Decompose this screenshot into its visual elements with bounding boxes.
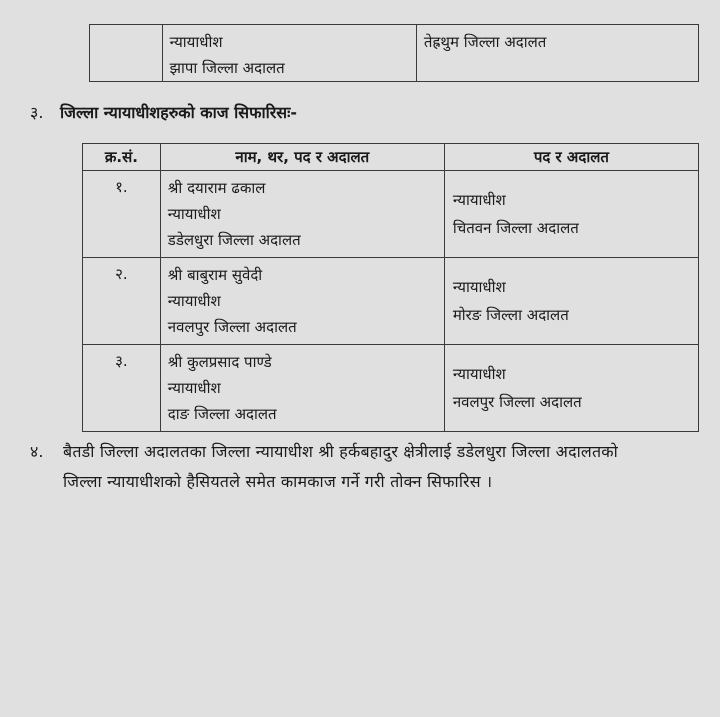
cell-line: दाङ जिल्ला अदालत xyxy=(167,405,277,423)
serial-cell xyxy=(90,25,163,82)
serial-cell: ३. xyxy=(83,345,161,432)
post-cell xyxy=(444,171,698,258)
name-cell xyxy=(160,171,444,258)
cell-line: डडेलधुरा जिल्ला अदालत xyxy=(167,231,301,249)
cell-line: चितवन जिल्ला अदालत xyxy=(452,219,579,237)
header-post: पद र अदालत xyxy=(444,144,698,171)
deputation-table xyxy=(82,143,699,432)
cell-line: श्री बाबुराम सुवेदी xyxy=(167,266,263,284)
cell-line: न्यायाधीश xyxy=(452,365,506,383)
cell-line: नवलपुर जिल्ला अदालत xyxy=(167,318,297,336)
name-cell xyxy=(162,25,416,82)
cell-line: नवलपुर जिल्ला अदालत xyxy=(452,393,582,411)
serial-cell: १. xyxy=(83,171,161,258)
table-row xyxy=(90,25,699,82)
serial-cell: २. xyxy=(83,258,161,345)
cell-line: न्यायाधीश xyxy=(167,292,221,310)
table-row xyxy=(83,258,699,345)
header-name: नाम, थर, पद र अदालत xyxy=(160,144,444,171)
name-cell xyxy=(160,258,444,345)
cell-line: न्यायाधीश xyxy=(452,278,506,296)
cell-line: न्यायाधीश xyxy=(167,205,221,223)
cell-line: मोरङ जिल्ला अदालत xyxy=(452,306,569,324)
table-header-row xyxy=(83,144,699,171)
cell-line: न्यायाधीश xyxy=(169,33,223,51)
table-row xyxy=(83,345,699,432)
section-title: जिल्ला न्यायाधीशहरुको काज सिफारिसः- xyxy=(60,103,297,122)
section-number: ३. xyxy=(30,103,44,122)
cell-line: न्यायाधीश xyxy=(167,379,221,397)
cell-line: न्यायाधीश xyxy=(452,191,506,209)
table-row xyxy=(83,171,699,258)
post-cell xyxy=(444,258,698,345)
cell-line: श्री कुलप्रसाद पाण्डे xyxy=(167,353,272,371)
section-3-heading xyxy=(30,101,297,123)
paragraph-line: जिल्ला न्यायाधीशको हैसियतले समेत कामकाज गर्ने गरी तोक्न सिफारिस । xyxy=(63,472,493,491)
post-cell xyxy=(444,345,698,432)
continuation-table xyxy=(89,24,699,82)
paragraph-line: बैतडी जिल्ला अदालतका जिल्ला न्यायाधीश श्री हर्कबहादुर क्षेत्रीलाई डडेलधुरा जिल्ला अदालतको xyxy=(63,442,618,461)
section-number: ४. xyxy=(30,442,44,461)
cell-line: श्री दयाराम ढकाल xyxy=(167,179,266,197)
post-cell xyxy=(416,25,698,82)
header-serial: क्र.सं. xyxy=(83,144,161,171)
cell-line: झापा जिल्ला अदालत xyxy=(169,59,285,77)
name-cell xyxy=(160,345,444,432)
cell-line: तेह्रथुम जिल्ला अदालत xyxy=(423,33,547,51)
